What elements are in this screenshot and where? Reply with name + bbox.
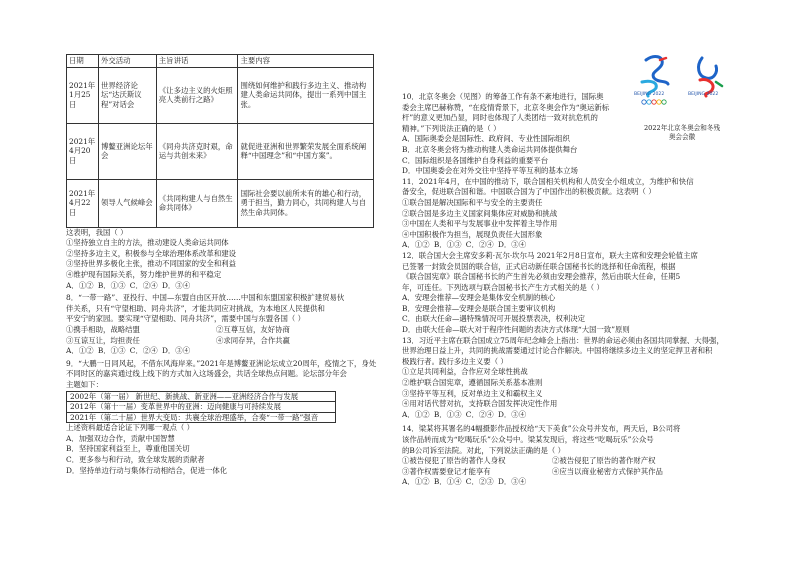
- option-c: C．更多参与和行动，致全球发展的贡献者: [66, 455, 205, 465]
- paralympic-emblem-label: BEIJING 2022: [688, 92, 719, 97]
- question-text-line: 11．2021年4月，在中国的推动下，联合国相关机构和人员安全小组成立，为维护和快信: [402, 176, 694, 186]
- table-row: [67, 412, 336, 423]
- option-1: ①联合国是解决国际和平与安全的主要责任: [402, 197, 543, 207]
- question-text-line: 8．“一带一路”、亚投行、中国—东盟自由区开放……中国和东盟国家积极扩建贸易伙: [66, 293, 345, 303]
- table-row: [67, 391, 336, 402]
- table-cell-speech: 《同舟共济克时艰，命运与共创未来》: [156, 123, 238, 179]
- question-text-line: 不同时区的嘉宾通过线上线下的方式加入这场盛会，共话全球热点问题。论坛部分年会: [66, 369, 347, 379]
- table-row: [67, 179, 374, 227]
- option-row: [66, 336, 382, 347]
- question-7: [66, 228, 382, 292]
- paralympic-emblem-icon: [686, 52, 732, 108]
- question-text-line: 年，可连任。下列选项与联合国秘书长产生方式相关的是（ ）: [402, 282, 604, 292]
- question-text-line: 主题如下：: [66, 379, 103, 389]
- table-header-cell: 外交活动: [98, 55, 156, 68]
- table-cell-date: 2021年4月22日: [67, 179, 99, 227]
- table-row: [67, 67, 374, 123]
- option-2: ②被告侵犯了原告的著作财产权: [552, 456, 656, 466]
- table-cell-activity: 领导人气候峰会: [98, 179, 156, 227]
- option-3: ③中国在人类和平与发展事业中发挥着主导作用: [402, 219, 558, 229]
- question-9: [66, 359, 382, 477]
- question-text-line: 《联合国宪章》联合国秘书长的产生首先必须由安理会推荐，然后由联大任命，任期5: [402, 272, 681, 282]
- option-2: ②互尊互信，友好协商: [216, 324, 290, 334]
- table-cell-activity: 博鳌亚洲论坛年会: [98, 123, 156, 179]
- option-c: C．由联大任命—遇特殊情况可开展投票表决，权利决定: [402, 314, 586, 324]
- option-3: ③坚持平等互利，反对单边主义和霸权主义: [402, 388, 543, 398]
- option-4: ④中国积极作为担当，展现负责任大国形象: [402, 229, 543, 239]
- question-11: [402, 177, 738, 251]
- answer-choices: A．①② B．①③ C．②④ D．③④: [66, 346, 191, 356]
- option-row: [402, 456, 738, 467]
- question-text-line: 14．梁某将其署名的4幅摄影作品授权给“天下美食”公众号并发布，两天后，B公司将: [402, 424, 681, 434]
- option-4: ④用对话代替对抗，支持联合国发挥决定性作用: [402, 399, 558, 409]
- question-13: [402, 336, 738, 421]
- option-c: C．国际组织是各国维护自身利益的重要平台: [402, 155, 549, 165]
- question-text-line: 杆”的意义更加凸显，同时也体现了人类团结一致对抗危机的: [402, 113, 598, 123]
- question-14: [402, 424, 738, 488]
- option-3: ③著作权需要登记才能享有: [402, 466, 491, 476]
- winter-olympics-emblems: [626, 52, 738, 140]
- table-cell-content: 国际社会要以前所未有的雄心和行动，勇于担当，勤力同心，共同构建人与自然生命共同体。: [238, 179, 374, 227]
- table-cell-activity: 世界经济论坛“达沃斯议程”对话会: [98, 67, 156, 123]
- table-cell-content: 就促进亚洲和世界繁荣发展全面系统阐释“中国理念”和“中国方案”。: [238, 123, 374, 179]
- table-header-cell: 主要内容: [238, 55, 374, 68]
- question-stem: 这表明，我国（ ）: [66, 227, 128, 237]
- table-row: [67, 123, 374, 179]
- right-column: [402, 92, 738, 488]
- question-text-line: 该作品转而成为“吃喝玩乐”公众号中。梁某发现后，将这些“吃喝玩乐”公众号: [402, 435, 654, 444]
- option-d: D．坚持单边行动与集体行动相结合，促进一体化: [66, 465, 228, 475]
- option-a: A．安理会推荐—安理会是集体安全机制的核心: [402, 293, 556, 303]
- olympic-emblem-icon: [632, 52, 678, 108]
- table-cell-speech: 《让多边主义的火炬照亮人类前行之路》: [156, 67, 238, 123]
- option-3: ③坚持世界多极化主张，推动不同国家的安全和利益: [66, 259, 236, 269]
- option-d: D．由联大任命—联大对于程序性问题的表决方式体现“大国一致”原则: [402, 325, 630, 335]
- answer-choices: A．①② B．①③ C．②④ D．③④: [402, 240, 527, 250]
- emblem-caption-line: 2022年北京冬奥会和冬残: [643, 124, 721, 132]
- question-stem: 上述资料最适合论证下列哪一观点（ ）: [66, 423, 194, 433]
- question-text-line: 精神。”下列说法正确的是（ ）: [402, 123, 501, 133]
- table-cell: 2002年（第一届） 新世纪、新挑战、新亚洲——亚洲经济合作与发展: [67, 391, 336, 402]
- option-a: A．国际奥委会是国际性、政府间、专业性国际组织: [402, 134, 570, 144]
- question-text-line: 委会主席巴赫称赞，“在疫情背景下，北京冬奥会作为“奥运新标: [402, 102, 610, 112]
- option-2: ②维护联合国宪章，遵循国际关系基本准则: [402, 378, 543, 388]
- answer-choices: A．①② B．①③ C．②④ D．③④: [402, 409, 527, 419]
- question-12: [402, 251, 738, 336]
- question-text-line: 世界治理日益上升，共同的挑战需要通过讨论合作解决。中国将继续多边主义的坚定捍卫者和积: [402, 346, 713, 356]
- olympic-emblem-label: BEIJING 2022: [634, 92, 665, 97]
- option-b: B．坚持国家利益至上，尊重他国关切: [66, 444, 190, 454]
- option-1: ①坚持独立自主的方法，推动建设人类命运共同体: [66, 238, 229, 248]
- option-row: [402, 467, 738, 478]
- table-header-cell: 日期: [67, 55, 99, 68]
- question-8: [66, 293, 382, 357]
- option-row: [66, 325, 382, 336]
- option-1: ①携手相助，战略结盟: [66, 324, 140, 334]
- table-header-cell: 主旨讲话: [156, 55, 238, 68]
- option-1: ①被告侵犯了原告的著作人身权: [402, 456, 506, 466]
- table-cell-content: 围绕如何维护和践行多边主义、推动构建人类命运共同体，提出一系列中国主张。: [238, 67, 374, 123]
- emblem-caption-line: 奥会会徽: [668, 132, 696, 141]
- question-text-line: 12．联合国大会主席安多莉·瓦尔·坎尔马 2021年2月8日宣布，联大主席和安理会轮值主席: [402, 250, 698, 260]
- question-text-line: 已签署一封致会员国的联合信，正式启动新任联合国秘书长的选择和任命流程，根据: [402, 261, 676, 271]
- emblem-caption: [626, 124, 738, 141]
- left-column: [66, 0, 382, 476]
- option-1: ①立足共同利益，合作应对全球性挑战: [402, 367, 528, 377]
- option-2: ②坚持多边主义，积极参与全球治理体系改革和建设: [66, 248, 236, 258]
- answer-choices: A．①② B．①④ C．②③ D．③④: [402, 477, 527, 487]
- option-4: ④求同存异，合作共赢: [216, 335, 290, 345]
- question-text-line: 10．北京冬奥会（见图）的筹备工作有条不紊地进行，国际奥: [402, 92, 604, 101]
- option-d: D．中国奥委会在对外交往中坚持平等互利的基本立场: [402, 166, 578, 176]
- question-text-line: 极践行者。践行多边主义要（ ）: [402, 356, 508, 366]
- table-header-row: [67, 55, 374, 68]
- question-text-line: 平安宁的家园。要实现“守望相助、同舟共济”，需要中国与东盟各国（ ）: [66, 314, 306, 324]
- option-4: ④维护现有国际关系，努力维护世界的和平稳定: [66, 269, 222, 279]
- question-text-line: 备安全，促进联合国和谐。中国联合国为了中国作出的积极贡献。这表明（ ）: [402, 187, 656, 197]
- table-cell: 2012年（第十一届）变革世界中的亚洲：迈向健康与可持续发展: [67, 402, 336, 413]
- table-row: [67, 402, 336, 413]
- option-2: ②联合国是多边主义国家间集体应对威胁和挑战: [402, 208, 558, 218]
- option-3: ③互谅互让，均担责任: [66, 335, 140, 345]
- question-text-line: 13．习近平主席在联合国成立75周年纪念峰会上指出：世界的命运必须由各国共同掌握、大得强，: [402, 335, 724, 345]
- option-b: B．安理会推荐—安理会是联合国主要审议机构: [402, 303, 556, 313]
- question-text-line: 的B公司诉至法院。对此，下列说法正确的是（ ）: [402, 445, 565, 455]
- option-b: B．北京冬奥会将为推动构建人类命运共同体提供舞台: [402, 144, 578, 154]
- question-text-line: 9．“大鹏一日同风起，不借东风海岸来。”2021年是博鳌亚洲论坛成立20周年，疫情之下，身处: [66, 358, 377, 368]
- question-text-line: 伴关系，只有“守望相助、同舟共济”，才能共同应对挑战，为本地区人民提供和: [66, 303, 325, 313]
- diplomacy-table: [66, 54, 374, 228]
- forum-themes-table: [66, 391, 336, 424]
- table-cell-date: 2021年4月20日: [67, 123, 99, 179]
- answer-choices: A．①② B．①③ C．②④ D．③④: [66, 280, 191, 290]
- option-4: ④应当以商业秘密方式保护其作品: [552, 466, 663, 476]
- table-cell-speech: 《共同构建人与自然生命共同体》: [156, 179, 238, 227]
- option-a: A．加强双边合作，贡献中国智慧: [66, 433, 175, 443]
- table-cell: 2021年（第二十届）世界大变局：共襄全球治理盛举，合奏“一带一路”强音: [67, 412, 336, 423]
- table-cell-date: 2021年1月25日: [67, 67, 99, 123]
